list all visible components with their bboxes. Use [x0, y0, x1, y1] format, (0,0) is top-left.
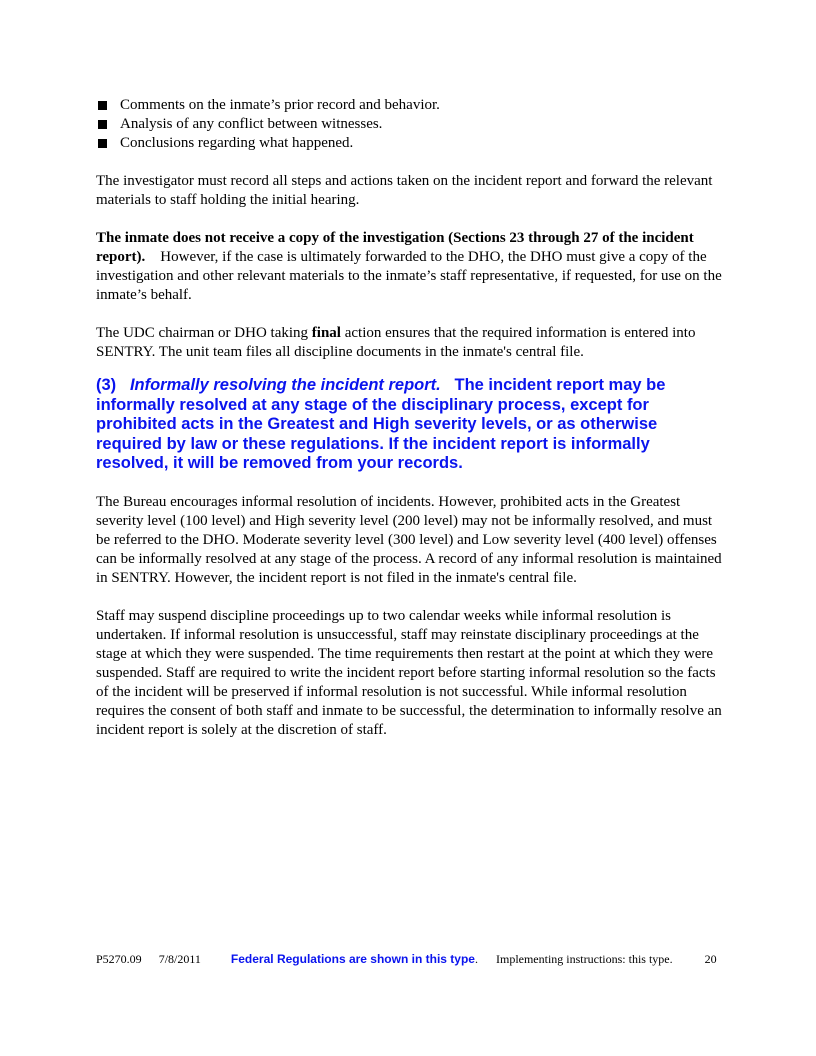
page-footer: P5270.09 7/8/2011 Federal Regulations are shown in this type. Implementing instructions: this type. 20	[96, 952, 717, 966]
footer-implementing-label: Implementing instructions: this type.	[495, 952, 673, 966]
paragraph-bureau: The Bureau encourages informal resolution of incidents. However, prohibited acts in the Greatest severity level (100 level) and High severity level (200 level) may not be informally resolved, and must be referred to the DHO. Moderate severity level (300 level) and Low severity level (400 level) offenses can be informally resolved at any stage of the process. A record of any informal resolution is maintained in SENTRY. However, the incident report is not filed in the inmate's central file.	[96, 493, 722, 586]
footer-doc-id: P5270.09	[96, 952, 142, 966]
paragraph-final-action: The UDC chairman or DHO taking final action ensures that the required information is entered into SENTRY. The unit team files all discipline documents in the inmate's central file.	[96, 325, 696, 360]
footer-page-number: 20	[704, 952, 717, 966]
list-item: Analysis of any conflict between witnesses.	[96, 115, 726, 134]
square-bullet-icon	[98, 139, 107, 148]
regulation-text: The incident report may be informally resolved at any stage of the disciplinary process, except for prohibited acts in the Greatest and High severity levels, or as otherwise required by law or these regulations. If the incident report is informally resolved, it will be removed from your records.	[96, 376, 666, 473]
list-item: Comments on the inmate’s prior record and behavior.	[96, 96, 726, 115]
footer-date: 7/8/2011	[158, 952, 201, 966]
section-number: (3)	[96, 376, 117, 394]
bold-statement: The inmate does not receive a copy of the investigation (Sections 23 through 27 of the incident report).	[96, 230, 694, 265]
square-bullet-icon	[98, 120, 107, 129]
paragraph-staff: Staff may suspend discipline proceedings up to two calendar weeks while informal resolution is undertaken. If informal resolution is unsuccessful, staff may reinstate disciplinary proceedings at the stage at which they were suspended. The time requirements then restart at the point at which they were suspended. Staff are required to write the incident report before starting informal resolution so the facts of the incident will be preserved if informal resolution is not successful. While informal resolution requires the consent of both staff and inmate to be successful, the determination to informally resolve an incident report is solely at the discretion of staff.	[96, 607, 722, 738]
document-page	[96, 96, 726, 740]
square-bullet-icon	[98, 101, 107, 110]
regulation-section	[96, 376, 726, 474]
bullet-list	[96, 96, 726, 153]
paragraph-investigator: The investigator must record all steps and actions taken on the incident report and forward the relevant materials to staff holding the initial hearing.	[96, 173, 713, 208]
footer-federal-label: Federal Regulations are shown in this type	[230, 952, 475, 966]
paragraph-copy: The inmate does not receive a copy of the investigation (Sections 23 through 27 of the incident report). However, if the case is ultimately forwarded to the DHO, the DHO must give a copy of the investigation and other relevant materials to the inmate’s staff representative, if requested, for use on the inmate’s behalf.	[96, 230, 722, 303]
section-title: Informally resolving the incident report.	[129, 376, 441, 394]
list-item: Conclusions regarding what happened.	[96, 134, 726, 153]
